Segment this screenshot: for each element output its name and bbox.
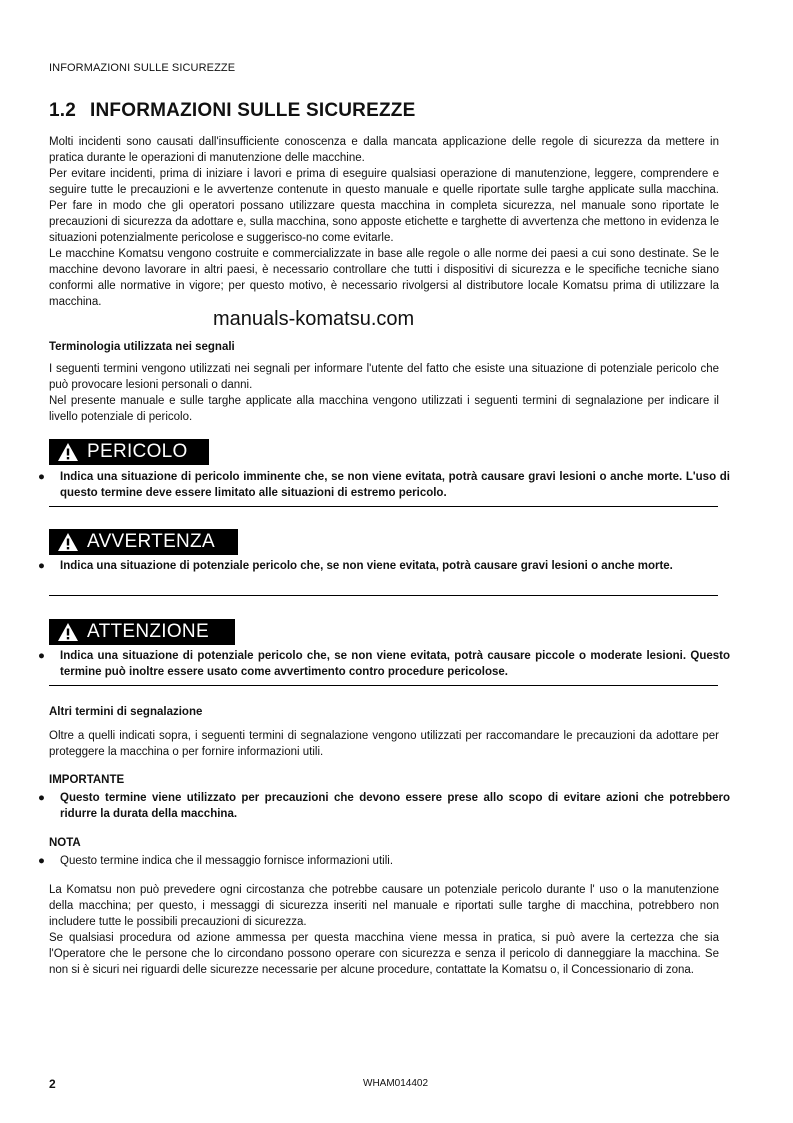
nota-text: Questo termine indica che il messaggio fornisce informazioni utili. — [60, 855, 394, 867]
warning-text: Indica una situazione di potenziale pericolo che, se non viene evitata, potrà causare gravi lesioni o anche morte. — [60, 560, 673, 572]
closing-paragraph-1: La Komatsu non può prevedere ogni circostanza che potrebbe causare un potenziale pericolo durante l' uso o la manutenzione della macchina; per questo, i messaggi di sicurezza inseriti nel manuale e riportati sulle targhe di macchina, potrebbero non includere tutte le possibili precauzioni di sicurezza. — [49, 884, 719, 928]
warning-triangle-icon — [57, 532, 79, 552]
other-terms-heading: Altri termini di segnalazione — [49, 706, 203, 718]
other-terms-text — [49, 728, 719, 760]
page-number: 2 — [49, 1077, 56, 1091]
closing-text — [49, 882, 719, 978]
intro-text — [49, 134, 719, 310]
terminology-paragraph-1: I seguenti termini vengono utilizzati nei segnali per informare l'utente del fatto che esiste una situazione di potenziale pericolo che può provocare lesioni personali o danni. — [49, 363, 719, 391]
warning-signal-label — [49, 529, 238, 555]
danger-signal-word: PERICOLO — [87, 441, 188, 462]
intro-paragraph-2: Per evitare incidenti, prima di iniziare i lavori e prima di eseguire qualsiasi operazione di manutenzione, leggere, comprendere e seguire tutte le precauzioni e le avvertenze contenute in questo manuale e quelle riportate sulle targhe applicate sulla macchina. Per fare in modo che gli operatori possano utilizzare questa macchina in completa sicurezza, nel manuale sono riportate le precauzioni di sicurezza da adottare e, sulla macchina, sono apposte etichette e targhette di avvertenza che mettono in evidenza le situazioni potenzialmente pericolose e suggerisco-no come evitarle. — [49, 168, 719, 244]
divider-rule — [49, 685, 718, 686]
danger-signal-label — [49, 439, 209, 465]
warning-signal-word: AVVERTENZA — [87, 531, 215, 552]
section-number: 1.2 — [49, 100, 77, 121]
document-code: WHAM014402 — [363, 1078, 429, 1089]
caution-signal-word: ATTENZIONE — [87, 621, 209, 642]
other-terms-paragraph: Oltre a quelli indicati sopra, i seguenti termini di segnalazione vengono utilizzati per raccomandare le precauzioni da adottare per proteggere la macchina o per fornire informazioni utili. — [49, 730, 719, 758]
terminology-text — [49, 361, 719, 425]
warning-triangle-icon — [57, 442, 79, 462]
warning-triangle-icon — [57, 622, 79, 642]
importante-description — [38, 790, 730, 822]
bullet: ● — [38, 650, 45, 662]
bullet: ● — [38, 855, 45, 867]
intro-paragraph-1: Molti incidenti sono causati dall'insufficiente conoscenza e dalla mancata applicazione delle regole di sicurezza da mettere in pratica durante le operazioni di manutenzione delle macchine. — [49, 136, 719, 164]
bullet: ● — [38, 560, 45, 572]
divider-rule — [49, 595, 718, 596]
importante-label: IMPORTANTE — [49, 774, 125, 786]
importante-text: Questo termine viene utilizzato per precauzioni che devono essere prese allo scopo di evitare azioni che potrebbero ridurre la durata della macchina. — [60, 792, 730, 820]
closing-paragraph-2: Se qualsiasi procedura od azione ammessa per questa macchina viene messa in pratica, si può avere la certezza che sia l'Operatore che le persone che lo circondano possono operare con sicurezza e senza il pericolo di danneggiare la macchina. Se non si è sicuri nei riguardi delle sicurezze necessarie per alcune procedure, contattate la Komatsu o, il Concessionario di zona. — [49, 932, 719, 976]
nota-description — [38, 853, 730, 869]
terminology-heading: Terminologia utilizzata nei segnali — [49, 341, 235, 353]
nota-label: NOTA — [49, 837, 81, 849]
section-title — [49, 100, 415, 122]
watermark: manuals-komatsu.com — [213, 308, 415, 330]
intro-paragraph-3: Le macchine Komatsu vengono costruite e commercializzate in base alle regole o alle norme dei paesi a cui sono destinate. Se le macchine devono lavorare in altri paesi, è necessario controllare che tutti i dispositivi di sicurezza e le specifiche tecniche siano conformi alle normative in vigore; per questo motivo, è necessario rivolgersi al distributore locale Komatsu prima di utilizzare la macchina. — [49, 248, 719, 308]
running-header: INFORMAZIONI SULLE SICUREZZE — [49, 62, 236, 74]
caution-text: Indica una situazione di potenziale pericolo che, se non viene evitata, potrà causare piccole o moderate lesioni. Questo termine può inoltre essere usato come avvertimento contro procedure pericolose. — [60, 650, 730, 678]
caution-signal-label — [49, 619, 235, 645]
bullet: ● — [38, 792, 45, 804]
terminology-paragraph-2: Nel presente manuale e sulle targhe applicate alla macchina vengono utilizzati i seguenti termini di segnalazione per indicare il livello potenziale di pericolo. — [49, 395, 719, 423]
divider-rule — [49, 506, 718, 507]
danger-text: Indica una situazione di pericolo imminente che, se non viene evitata, potrà causare gravi lesioni o anche morte. L'uso di questo termine deve essere limitato alle situazioni di estremo pericolo. — [60, 471, 730, 499]
caution-signal-description — [38, 648, 730, 680]
danger-signal-description — [38, 469, 730, 501]
bullet: ● — [38, 471, 45, 483]
section-title-text: INFORMAZIONI SULLE SICUREZZE — [90, 100, 416, 121]
warning-signal-description — [38, 558, 730, 574]
